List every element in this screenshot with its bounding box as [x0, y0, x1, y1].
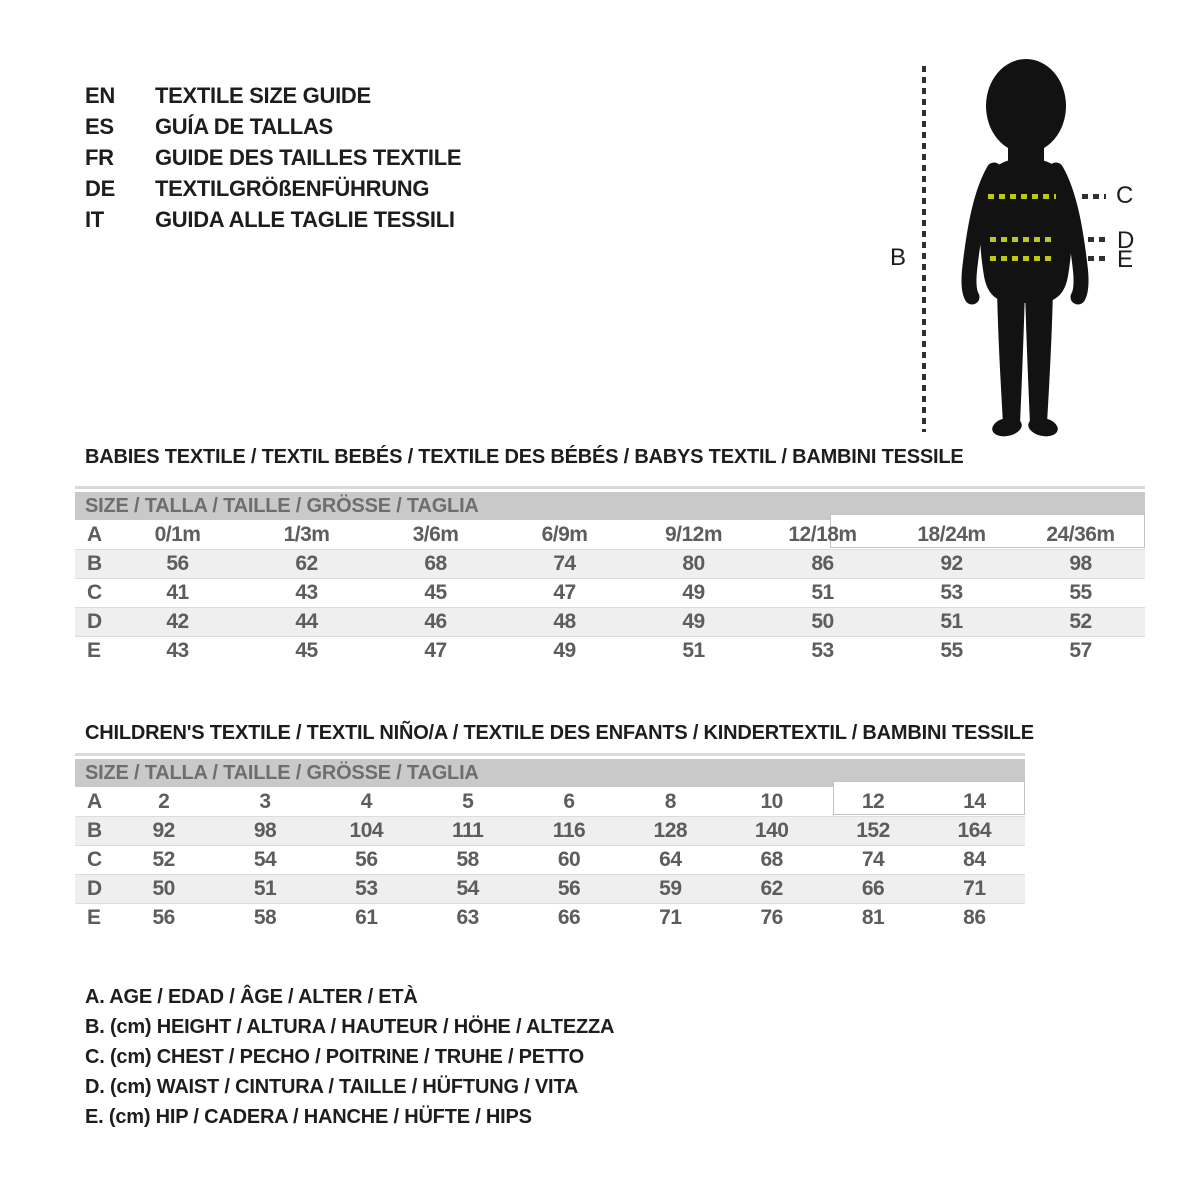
legend-hip: E. (cm) HIP / CADERA / HANCHE / HÜFTE / HIPS [85, 1106, 532, 1128]
table-cell: 56 [152, 906, 175, 929]
table-cell: 74 [553, 552, 576, 575]
table-cell: 6/9m [541, 522, 588, 546]
table-cell: 76 [760, 906, 783, 929]
chest-label: C [1116, 182, 1134, 209]
table-cell: 86 [963, 906, 986, 929]
measurement-legend [85, 982, 614, 1132]
row-label: E [87, 906, 101, 929]
table-cell: 81 [861, 906, 885, 929]
table-cell: 68 [760, 848, 783, 871]
table-cell: 43 [295, 581, 318, 604]
row-label: E [87, 639, 101, 662]
table-cell: 140 [754, 819, 789, 842]
row-label: A [87, 789, 102, 813]
table-cell: 62 [760, 877, 783, 900]
table-cell: 84 [963, 848, 986, 871]
table-row-chest [75, 845, 1025, 874]
babies-section-heading: BABIES TEXTILE / TEXTIL BEBÉS / TEXTILE DES BÉBÉS / BABYS TEXTIL / BAMBINI TESSILE [85, 446, 964, 468]
table-row-hip [75, 636, 1145, 665]
table-cell: 57 [1069, 639, 1092, 662]
table-cell: 56 [557, 877, 581, 900]
table-cell: 68 [424, 552, 447, 575]
height-measure-line [922, 66, 926, 432]
table-cell: 10 [760, 789, 783, 813]
legend-height: B. (cm) HEIGHT / ALTURA / HAUTEUR / HÖHE / ALTEZZA [85, 1016, 615, 1038]
table-row-chest [75, 578, 1145, 607]
table-cell: 45 [424, 581, 447, 604]
table-cell: 54 [456, 877, 479, 900]
table-cell: 46 [424, 610, 447, 633]
table-cell: 63 [456, 906, 479, 929]
table-cell: 71 [963, 877, 986, 900]
table-cell: 50 [152, 877, 175, 900]
table-cell: 86 [811, 552, 834, 575]
guide-title: GUIDE DES TAILLES TEXTILE [155, 144, 462, 170]
table-cell: 45 [295, 639, 318, 662]
table-cell: 47 [553, 581, 576, 604]
language-code: DE [85, 175, 115, 201]
row-label: D [87, 877, 102, 900]
table-cell: 3 [259, 789, 271, 813]
row-label: B [87, 552, 102, 575]
row-label: C [87, 581, 102, 604]
table-cell: 64 [659, 848, 682, 871]
table-cell: 52 [1069, 610, 1092, 633]
table-row-age [75, 520, 1145, 549]
table-cell: 12/18m [788, 522, 857, 546]
table-cell: 51 [940, 610, 963, 633]
hip-measure-line [990, 256, 1056, 261]
table-cell: 3/6m [412, 522, 459, 546]
waist-label: D [1117, 227, 1135, 254]
table-cell: 56 [166, 552, 189, 575]
legend-chest: C. (cm) CHEST / PECHO / POITRINE / TRUHE / PETTO [85, 1046, 584, 1068]
table-cell: 60 [557, 848, 581, 871]
table-cell: 92 [152, 819, 175, 842]
table-cell: 66 [557, 906, 581, 929]
table-cell: 51 [253, 877, 277, 900]
table-cell: 1/3m [283, 522, 330, 546]
row-label: A [87, 522, 102, 546]
table-cell: 56 [355, 848, 378, 871]
chest-measure-line [988, 194, 1056, 199]
table-cell: 116 [552, 819, 586, 842]
table-cell: 58 [253, 906, 277, 929]
table-cell: 6 [563, 789, 575, 813]
children-size-table [75, 753, 1025, 932]
table-cell: 9/12m [664, 522, 723, 546]
guide-title: GUIDA ALLE TAGLIE TESSILI [155, 206, 455, 232]
table-cell: 55 [1069, 581, 1092, 604]
table-cell: 53 [811, 639, 834, 662]
table-cell: 80 [682, 552, 705, 575]
size-header-band: SIZE / TALLA / TAILLE / GRÖSSE / TAGLIA [75, 759, 1025, 787]
guide-title: GUÍA DE TALLAS [155, 113, 333, 139]
table-cell: 49 [682, 610, 705, 633]
table-cell: 43 [166, 639, 189, 662]
table-cell: 66 [861, 877, 885, 900]
height-label: B [890, 244, 907, 271]
table-cell: 61 [355, 906, 378, 929]
table-cell: 24/36m [1046, 522, 1115, 546]
table-cell: 49 [682, 581, 705, 604]
table-cell: 55 [940, 639, 963, 662]
table-cell: 8 [664, 789, 676, 813]
table-row-height [75, 549, 1145, 578]
table-cell: 92 [940, 552, 963, 575]
table-cell: 48 [553, 610, 576, 633]
table-cell: 111 [452, 819, 484, 842]
table-cell: 50 [811, 610, 834, 633]
language-code: ES [85, 113, 114, 139]
table-cell: 74 [861, 848, 885, 871]
table-cell: 53 [940, 581, 963, 604]
table-top-strip [75, 486, 1145, 489]
language-code: IT [85, 206, 104, 232]
hip-label: E [1117, 246, 1134, 273]
row-label: C [87, 848, 102, 871]
waist-measure-line [990, 237, 1056, 242]
language-code: FR [85, 144, 114, 170]
guide-title: TEXTILE SIZE GUIDE [155, 82, 371, 108]
table-row-waist [75, 874, 1025, 903]
table-cell: 18/24m [917, 522, 986, 546]
table-cell: 98 [253, 819, 277, 842]
table-cell: 164 [957, 819, 992, 842]
table-cell: 4 [360, 789, 372, 813]
chest-pointer-line [1082, 194, 1106, 199]
table-cell: 12 [861, 789, 885, 813]
child-silhouette [950, 56, 1100, 441]
table-cell: 152 [856, 819, 890, 842]
table-cell: 51 [811, 581, 834, 604]
guide-title: TEXTILGRÖßENFÜHRUNG [155, 175, 430, 201]
table-cell: 2 [158, 789, 170, 813]
table-cell: 14 [963, 789, 986, 813]
table-row-age [75, 787, 1025, 816]
table-row-hip [75, 903, 1025, 932]
table-cell: 54 [253, 848, 277, 871]
table-cell: 42 [166, 610, 189, 633]
table-cell: 5 [462, 789, 474, 813]
table-cell: 52 [152, 848, 175, 871]
table-cell: 104 [349, 819, 384, 842]
size-header-band: SIZE / TALLA / TAILLE / GRÖSSE / TAGLIA [75, 492, 1145, 520]
table-cell: 47 [424, 639, 447, 662]
babies-size-table [75, 486, 1145, 665]
table-cell: 53 [355, 877, 378, 900]
row-label: D [87, 610, 102, 633]
table-cell: 98 [1069, 552, 1092, 575]
table-cell: 128 [653, 819, 688, 842]
row-label: B [87, 819, 102, 842]
table-cell: 49 [553, 639, 576, 662]
table-cell: 41 [166, 581, 189, 604]
measurement-figure [0, 0, 1200, 460]
table-cell: 58 [456, 848, 479, 871]
legend-waist: D. (cm) WAIST / CINTURA / TAILLE / HÜFTUNG / VITA [85, 1076, 579, 1098]
table-row-waist [75, 607, 1145, 636]
legend-age: A. AGE / EDAD / ÂGE / ALTER / ETÀ [85, 986, 418, 1008]
table-row-height [75, 816, 1025, 845]
table-cell: 0/1m [154, 522, 201, 546]
table-cell: 59 [659, 877, 682, 900]
table-cell: 51 [682, 639, 705, 662]
language-code: EN [85, 82, 115, 108]
table-cell: 62 [295, 552, 318, 575]
hip-pointer-line [1088, 256, 1108, 261]
waist-pointer-line [1088, 237, 1108, 242]
children-section-heading: CHILDREN'S TEXTILE / TEXTIL NIÑO/A / TEXTILE DES ENFANTS / KINDERTEXTIL / BAMBINI TESSILE [85, 722, 1034, 744]
table-cell: 44 [295, 610, 318, 633]
table-cell: 71 [659, 906, 682, 929]
table-top-strip [75, 753, 1025, 756]
